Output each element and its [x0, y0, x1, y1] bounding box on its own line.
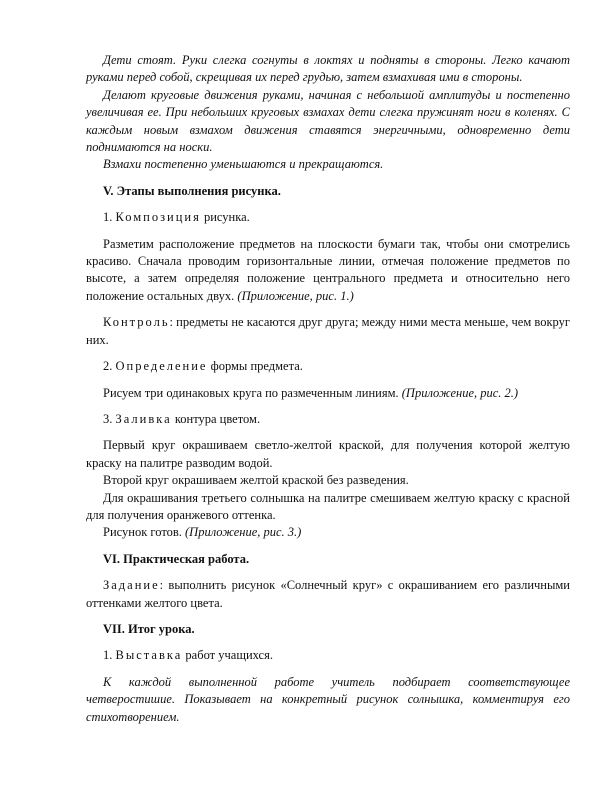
step-3-paragraph-2: Второй круг окрашиваем желтой краской без разведения. — [103, 473, 409, 488]
step-3-paragraph-1: Первый круг окрашиваем светло-желтой краской, для получения которой желтую краску на палитре разводим водой. — [86, 438, 570, 470]
intro-paragraph-1: Дети стоят. Руки слегка согнуты в локтях и подняты в стороны. Легко качают руками перед собой, скрещивая их перед грудью, затем взмахивая ими в стороны. — [86, 53, 570, 85]
step-1-ref: (Приложение, рис. 1.) — [237, 288, 354, 303]
exhibit-title — [86, 647, 570, 664]
step-3-ref: (Приложение, рис. 3.) — [185, 525, 302, 540]
task-paragraph — [86, 577, 570, 612]
control-paragraph — [86, 314, 570, 349]
intro-paragraph-2: Делают круговые движения руками, начиная с небольшой амплитуды и постепенно увеличивая ее. При небольших круговых взмахах дети слегка пружинят ноги в коленях. С каждым новым взмахом движения ставятся энергичными, одновременно дети поднимаются на носки. — [86, 87, 570, 155]
step-1-keyword: Композиция — [115, 210, 201, 225]
step-3-rest: контура цветом. — [171, 411, 261, 426]
step-2-body: Рисуем три одинаковых круга по размеченным линиям. — [103, 385, 402, 400]
exhibit-text: К каждой выполненной работе учитель подбирает соответствующее четверостишие. Показывает на конкретный рисунок солнышка, комментируя его стихотворением. — [86, 674, 570, 724]
step-2-rest: формы предмета. — [207, 359, 303, 374]
exhibit-rest: работ учащихся. — [182, 648, 273, 663]
document-page — [86, 52, 570, 726]
step-3-done: Рисунок готов. — [103, 525, 186, 540]
step-1-body: Разметим расположение предметов на плоскости бумаги так, чтобы они смотрелись красиво. Сначала проводим горизонтальные линии, отмечая положение предметов по высоте, а затем определяя положение центрального предмета и относительно него положение остальных двух. — [86, 236, 570, 303]
control-text: : предметы не касаются друг друга; между ними места меньше, чем вокруг них. — [86, 315, 570, 347]
exhibit-num: 1. — [103, 648, 113, 663]
step-1-text — [86, 236, 570, 306]
step-3-title — [86, 411, 570, 428]
step-1-num: 1. — [103, 210, 113, 225]
step-2-num: 2. — [103, 359, 113, 374]
intro-paragraph-3: Взмахи постепенно уменьшаются и прекращаются. — [103, 157, 384, 172]
step-2-keyword: Определение — [115, 359, 208, 374]
step-2-ref: (Приложение, рис. 2.) — [401, 385, 519, 400]
control-keyword: Контроль — [103, 315, 170, 330]
section-5-heading: V. Этапы выполнения рисунка. — [103, 183, 281, 198]
step-3-paragraph-4 — [86, 524, 570, 541]
step-3-keyword: Заливка — [115, 411, 172, 426]
step-1-rest: рисунка. — [200, 210, 250, 225]
step-3-num: 3. — [103, 411, 113, 426]
section-7-heading: VII. Итог урока. — [103, 621, 195, 636]
task-text: : выполнить рисунок «Солнечный круг» с окрашиванием его различными оттенками желтого цвета. — [86, 578, 570, 610]
step-2-title — [86, 358, 570, 375]
task-keyword: Задание — [103, 578, 160, 593]
exhibit-keyword: Выставка — [115, 648, 183, 663]
section-6-heading: VI. Практическая работа. — [103, 551, 250, 566]
step-3-paragraph-3: Для окрашивания третьего солнышка на палитре смешиваем желтую краску с красной для получения оранжевого оттенка. — [86, 490, 570, 522]
step-1-title — [86, 209, 570, 226]
step-2-text — [86, 385, 570, 402]
